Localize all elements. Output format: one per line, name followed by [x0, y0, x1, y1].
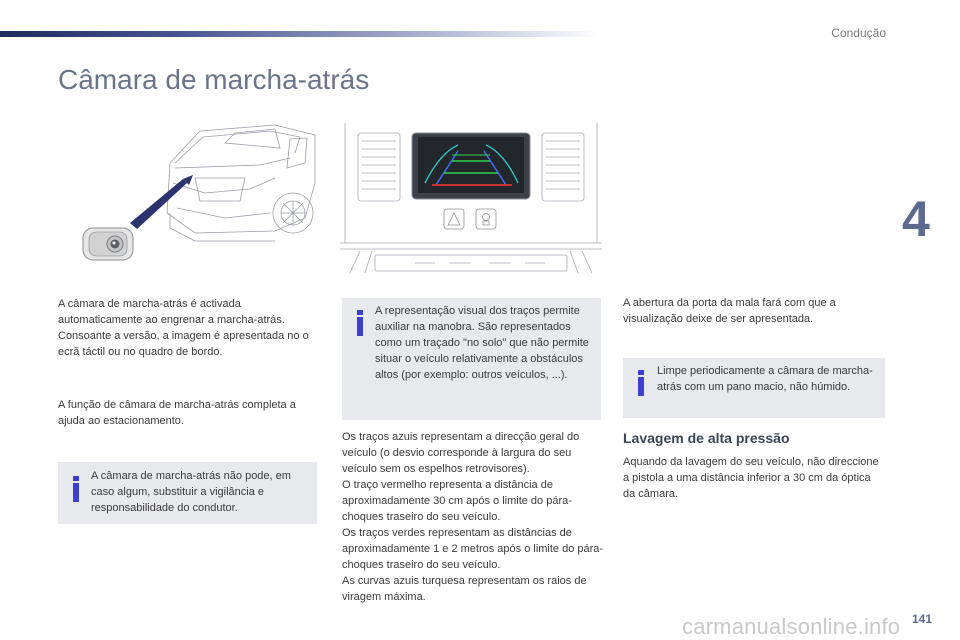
info-box-left-text: A câmara de marcha-atrás não pode, em caso algum, substituir a vigilância e responsabilidade do condutor. [91, 470, 291, 514]
info-box-right-text: Limpe periodicamente a câmara de marcha-atrás com um pano macio, não húmido. [657, 365, 873, 393]
right-para-2: Aquando da lavagem do seu veículo, não direccione a pistola a uma distância inferior a 30 cm da óptica da câmara. [623, 456, 879, 500]
dashboard-screen-illustration [340, 123, 602, 275]
page-title: Câmara de marcha-atrás [58, 64, 370, 95]
trace-description [342, 429, 604, 605]
red-trace-text: O traço vermelho representa a distância de aproximadamente 30 cm após o limite do pára-choques traseiro do seu veículo. [342, 479, 572, 523]
left-para-2: A função de câmara de marcha-atrás completa a ajuda ao estacionamento. [58, 399, 296, 427]
info-box-left [58, 462, 317, 524]
info-icon [72, 476, 80, 502]
subheading-high-pressure-wash: Lavagem de alta pressão [623, 430, 790, 446]
camera-display [412, 133, 530, 199]
rear-car-camera-illustration [75, 123, 320, 273]
page-number: 141 [912, 612, 933, 626]
info-icon [637, 370, 645, 396]
section-label: Condução [831, 26, 886, 40]
info-box-middle-text: A representação visual dos traços permite auxiliar na manobra. São representados como um traçado "no solo" que não permite situar o veículo relativamente a obstáculos altos (por exemplo: outros veículos, ...). [375, 305, 589, 381]
header-gradient-bar [0, 31, 600, 37]
left-para-1: A câmara de marcha-atrás é activada automaticamente ao engrenar a marcha-atrás. Consoante a versão, a imagem é apresentada no o ecrã táctil ou no quadro de bordo. [58, 298, 309, 358]
blue-trace-text: Os traços azuis representam a direcção geral do veículo (o desvio corresponde à largura do seu veículo sem os espelhos retrovisores). [342, 431, 580, 475]
info-box-right [623, 358, 885, 418]
info-box-middle [342, 298, 601, 420]
green-trace-text: Os traços verdes representam as distâncias de aproximadamente 1 e 2 metros após o limite do pára-choques traseiro do seu veículo. [342, 527, 604, 571]
chapter-number: 4 [902, 191, 930, 247]
watermark: carmanualsonline.info [682, 614, 901, 639]
turquoise-trace-text: As curvas azuis turquesa representam os raios de viragem máxima. [342, 575, 587, 603]
info-icon [356, 310, 364, 336]
right-para-1: A abertura da porta da mala fará com que a visualização deixe de ser apresentada. [623, 297, 836, 325]
